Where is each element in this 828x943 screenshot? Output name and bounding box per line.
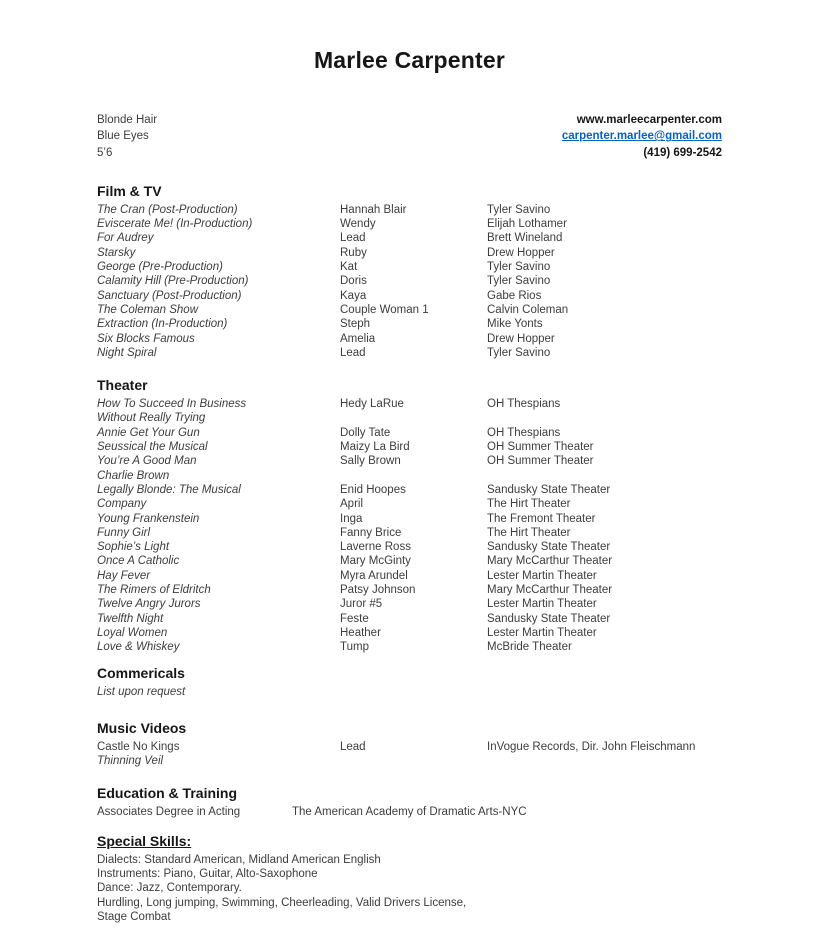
table-row [97, 597, 722, 611]
skill-line: Hurdling, Long jumping, Swimming, Cheerleading, Valid Drivers License, [97, 896, 467, 909]
personal-attributes [97, 112, 157, 161]
table-row [97, 512, 722, 526]
section-commercials [97, 666, 722, 699]
role-name: Laverne Ross [340, 541, 411, 554]
production-title: Funny Girl [97, 526, 151, 539]
skill-line: Stage Combat [97, 910, 171, 923]
education-school: The American Academy of Dramatic Arts-NYC [292, 806, 527, 819]
table-row [97, 569, 722, 583]
role-name: Ruby [340, 246, 367, 259]
production-title: Six Blocks Famous [97, 332, 195, 345]
education-row [97, 805, 722, 819]
production-title: The Cran (Post-Production) [97, 203, 238, 216]
section-theater [97, 378, 722, 654]
production-title: Legally Blonde: The Musical [97, 483, 241, 496]
production-title: George (Pre-Production) [97, 261, 223, 274]
table-row [97, 346, 722, 360]
credit-name: The Hirt Theater [487, 498, 571, 511]
credit-name: Brett Wineland [487, 232, 563, 245]
role-name [340, 754, 487, 768]
credit-name: Drew Hopper [487, 246, 555, 259]
production-title: Sophie’s Light [97, 541, 170, 554]
production-title: Loyal Women [97, 626, 168, 639]
role-name: Lead [340, 740, 366, 753]
production-title: Sanctuary (Post-Production) [97, 289, 242, 302]
role-name: Hedy LaRue [340, 398, 404, 411]
section-heading-film-tv: Film & TV [97, 182, 162, 199]
table-row [97, 612, 722, 626]
theater-rows [97, 397, 722, 654]
credit-name: Mary McCarthur Theater [487, 584, 613, 597]
role-name: Doris [340, 275, 367, 288]
commercials-note: List upon request [97, 685, 186, 698]
production-title: Company [97, 498, 147, 511]
table-row [97, 274, 722, 288]
email-link[interactable]: carpenter.marlee@gmail.com [561, 130, 722, 143]
skill-line: Dance: Jazz, Contemporary. [97, 882, 242, 895]
credit-name: Mary McCarthur Theater [487, 555, 613, 568]
credit-name: The Hirt Theater [487, 526, 571, 539]
role-name: Juror #5 [340, 598, 383, 611]
table-row [97, 217, 722, 231]
credit-name: OH Thespians [487, 398, 561, 411]
role-name: Wendy [340, 218, 376, 231]
table-row [97, 454, 722, 483]
table-row [97, 246, 722, 260]
credit-name: Mike Yonts [487, 318, 543, 331]
production-title: The Rimers of Eldritch [97, 584, 211, 597]
role-name: April [340, 498, 364, 511]
header-info [97, 112, 722, 161]
section-heading-special-skills: Special Skills: [97, 832, 192, 849]
film-tv-rows [97, 203, 722, 360]
credit-name: Calvin Coleman [487, 303, 569, 316]
role-name: Maizy La Bird [340, 441, 410, 454]
credit-name: Tyler Savino [487, 203, 551, 216]
table-row [97, 740, 722, 754]
table-row [97, 231, 722, 245]
role-name: Inga [340, 512, 363, 525]
section-heading-theater: Theater [97, 377, 148, 394]
role-name: Steph [340, 318, 371, 331]
credit-name: Sandusky State Theater [487, 483, 611, 496]
table-row [97, 426, 722, 440]
credit-name: Lester Martin Theater [487, 569, 597, 582]
production-title: Seussical the Musical [97, 441, 208, 454]
section-film-tv [97, 184, 722, 360]
role-name: Dolly Tate [340, 426, 391, 439]
table-row [97, 397, 722, 426]
production-title: For Audrey [97, 232, 154, 245]
role-name: Patsy Johnson [340, 584, 416, 597]
table-row [97, 440, 722, 454]
section-heading-music-videos: Music Videos [97, 719, 187, 736]
credit-name: The Fremont Theater [487, 512, 596, 525]
production-title: Night Spiral [97, 346, 157, 359]
role-name: Couple Woman 1 [340, 303, 429, 316]
role-name: Hannah Blair [340, 203, 407, 216]
credit-name: InVogue Records, Dir. John Fleischmann [487, 740, 696, 753]
production-title: Extraction (In-Production) [97, 318, 228, 331]
role-name: Lead [340, 346, 366, 359]
table-row [97, 203, 722, 217]
attribute-eyes: Blue Eyes [97, 130, 149, 143]
table-row [97, 540, 722, 554]
credit-name [487, 754, 722, 768]
production-title: Castle No Kings [97, 740, 180, 753]
production-title: Twelfth Night [97, 612, 164, 625]
skill-line: Instruments: Piano, Guitar, Alto-Saxophone [97, 867, 318, 880]
production-title: You’re A Good Man Charlie Brown [97, 455, 197, 482]
production-title: Starsky [97, 246, 136, 259]
credit-name: OH Thespians [487, 426, 561, 439]
production-title: Annie Get Your Gun [97, 426, 200, 439]
contact-info [562, 112, 722, 161]
table-row [97, 303, 722, 317]
table-row [97, 260, 722, 274]
section-heading-commercials: Commericals [97, 664, 185, 681]
production-title: Young Frankenstein [97, 512, 200, 525]
education-degree: Associates Degree in Acting [97, 806, 241, 819]
section-heading-education: Education & Training [97, 785, 238, 802]
credit-name: Sandusky State Theater [487, 541, 611, 554]
credit-name: Gabe Rios [487, 289, 542, 302]
production-title: Calamity Hill (Pre-Production) [97, 275, 249, 288]
website-text: www.marleecarpenter.com [576, 114, 722, 126]
table-row [97, 332, 722, 346]
credit-name: Sandusky State Theater [487, 612, 611, 625]
role-name: Kat [340, 261, 358, 274]
production-title: How To Succeed In Business Without Really Trying [97, 398, 247, 425]
table-row [97, 583, 722, 597]
production-title: Once A Catholic [97, 555, 180, 568]
role-name: Feste [340, 612, 369, 625]
table-row [97, 640, 722, 654]
credit-name: Tyler Savino [487, 346, 551, 359]
table-row [97, 554, 722, 568]
credit-name: Tyler Savino [487, 261, 551, 274]
phone-number: (419) 699-2542 [643, 146, 722, 159]
production-title: The Coleman Show [97, 303, 198, 316]
credit-name: McBride Theater [487, 641, 572, 654]
table-row [97, 526, 722, 540]
section-special-skills [97, 834, 722, 924]
table-row [97, 497, 722, 511]
credit-name: OH Summer Theater [487, 455, 594, 468]
role-name: Fanny Brice [340, 526, 402, 539]
production-title: Thinning Veil [97, 755, 164, 768]
skill-line: Dialects: Standard American, Midland American English [97, 853, 381, 866]
table-row [97, 483, 722, 497]
page-title: Marlee Carpenter [313, 47, 506, 73]
credit-name: Elijah Lothamer [487, 218, 567, 231]
role-name: Myra Arundel [340, 569, 408, 582]
music-video-rows [97, 740, 722, 769]
role-name: Enid Hoopes [340, 483, 406, 496]
credit-name: OH Summer Theater [487, 441, 594, 454]
production-title: Hay Fever [97, 569, 151, 582]
attribute-height: 5’6 [97, 146, 113, 159]
special-skills-lines [97, 853, 722, 924]
production-title: Twelve Angry Jurors [97, 598, 201, 611]
section-music-videos [97, 721, 722, 769]
credit-name: Tyler Savino [487, 275, 551, 288]
role-name: Heather [340, 626, 381, 639]
role-name: Sally Brown [340, 455, 401, 468]
table-row [97, 626, 722, 640]
role-name: Mary McGinty [340, 555, 411, 568]
role-name: Lead [340, 232, 366, 245]
credit-name: Drew Hopper [487, 332, 555, 345]
role-name: Tump [340, 641, 369, 654]
table-row [97, 289, 722, 303]
role-name: Kaya [340, 289, 367, 302]
table-row [97, 754, 722, 768]
credit-name: Lester Martin Theater [487, 598, 597, 611]
production-title: Love & Whiskey [97, 641, 180, 654]
production-title: Eviscerate Me! (In-Production) [97, 218, 253, 231]
section-education [97, 786, 722, 819]
attribute-hair: Blonde Hair [97, 114, 158, 126]
role-name: Amelia [340, 332, 376, 345]
credit-name: Lester Martin Theater [487, 626, 597, 639]
table-row [97, 317, 722, 331]
